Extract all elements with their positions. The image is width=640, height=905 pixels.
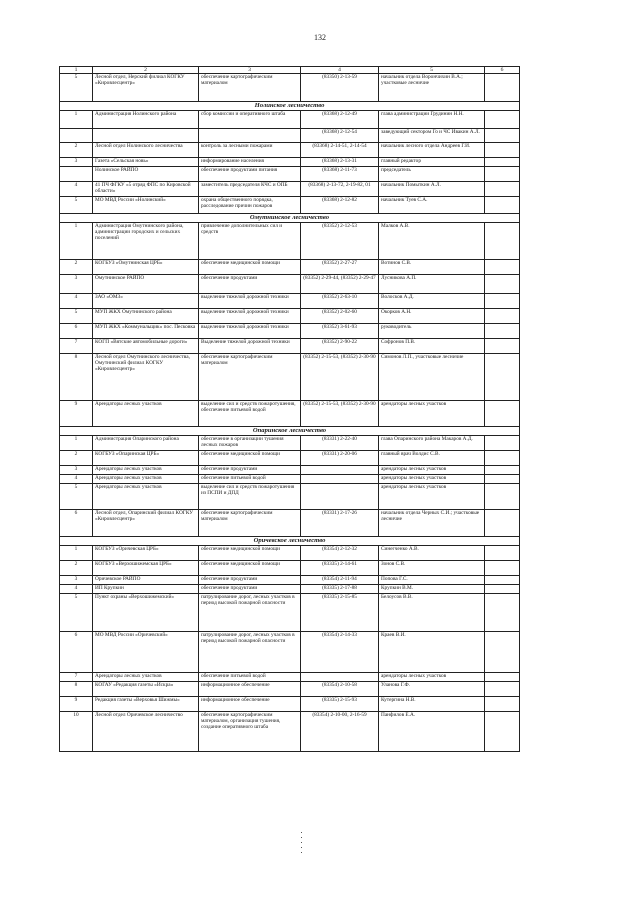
note-cell xyxy=(485,561,520,576)
note-cell xyxy=(485,324,520,339)
header-cell: 4 xyxy=(301,67,379,74)
contact-person-cell: Крупкин В.М. xyxy=(379,585,485,594)
function-cell: выделение сил и средств пожаротушения, обеспечение питьевой водой xyxy=(199,401,301,427)
row-number-cell: 2 xyxy=(60,143,93,158)
organization-cell: Лесной отдел Оричевское лесничество xyxy=(93,712,199,752)
phone-cell: (83354) 2-10-58 xyxy=(301,682,379,697)
note-cell xyxy=(485,275,520,294)
section-title: Опаринское лесничество xyxy=(60,427,520,436)
organization-cell xyxy=(93,129,199,143)
note-cell xyxy=(485,223,520,260)
row-number-cell: 5 xyxy=(60,594,93,632)
phone-cell: (83352) 3-61-93 xyxy=(301,324,379,339)
section-header-row xyxy=(60,214,520,223)
contact-person-cell: Попова Г.С. xyxy=(379,576,485,585)
row-number-cell: 3 xyxy=(60,158,93,167)
phone-cell: (83352) 2-15-53, (83352) 2-30-90 xyxy=(301,401,379,427)
function-cell: обеспечение продуктами питания xyxy=(199,167,301,182)
contact-person-cell: Кутергина Н.В. xyxy=(379,697,485,712)
contact-person-cell: глава администрации Грудинин Н.Н. xyxy=(379,111,485,129)
scan-artifact xyxy=(300,832,304,860)
function-cell: патрулирование дорог, лесных участков в период высокой пожарной опасности xyxy=(199,632,301,673)
table-row xyxy=(60,475,520,484)
row-number-cell: 6 xyxy=(60,632,93,673)
organization-cell: Газета «Сельская новь» xyxy=(93,158,199,167)
organization-cell: КОГП «Вятские автомобильные дороги» xyxy=(93,339,199,354)
function-cell: охрана общественного порядка, расследование причин пожаров xyxy=(199,197,301,214)
contact-person-cell: Окорков А.Н. xyxy=(379,309,485,324)
function-cell: обеспечение медицинской помощи xyxy=(199,561,301,576)
organization-cell: Администрация Нолинского района xyxy=(93,111,199,129)
phone-cell: (83368) 2-11-73 xyxy=(301,167,379,182)
table-row xyxy=(60,197,520,214)
table-row xyxy=(60,436,520,451)
function-cell: обеспечение питьевой водой xyxy=(199,673,301,682)
function-cell: контроль за лесными пожарами xyxy=(199,143,301,158)
row-number-cell: 3 xyxy=(60,576,93,585)
note-cell xyxy=(485,436,520,451)
phone-cell: (83335) 2-15-93 xyxy=(301,697,379,712)
phone-cell: (83350) 2-13-59 xyxy=(301,74,379,102)
table-row xyxy=(60,275,520,294)
phone-cell: (83352) 2-29-44, (83352) 2-29-47 xyxy=(301,275,379,294)
section-header-row xyxy=(60,102,520,111)
phone-cell: (83335) 2-15-85 xyxy=(301,594,379,632)
contact-person-cell: Лусникова А.П. xyxy=(379,275,485,294)
note-cell xyxy=(485,466,520,475)
note-cell xyxy=(485,74,520,102)
table-body xyxy=(60,67,520,752)
note-cell xyxy=(485,576,520,585)
table-row xyxy=(60,712,520,752)
note-cell xyxy=(485,354,520,401)
note-cell xyxy=(485,673,520,682)
contact-person-cell: начальник Туев С.А. xyxy=(379,197,485,214)
note-cell xyxy=(485,401,520,427)
organization-cell: Администрация Омутнинского района, администрации городских и сельских поселений xyxy=(93,223,199,260)
function-cell: обеспечение питьевой водой xyxy=(199,475,301,484)
function-cell: обеспечение медицинской помощи xyxy=(199,451,301,466)
organization-cell: КОГБУЗ «Опаринская ЦРБ» xyxy=(93,451,199,466)
row-number-cell: 2 xyxy=(60,451,93,466)
function-cell: обеспечение медицинской помощи xyxy=(199,546,301,561)
organization-cell: ИП Крупкин xyxy=(93,585,199,594)
organization-cell: Арендаторы лесных участков xyxy=(93,475,199,484)
header-cell: 3 xyxy=(199,67,301,74)
function-cell: обеспечение продуктами xyxy=(199,585,301,594)
phone-cell: (83352) 2-90-22 xyxy=(301,339,379,354)
note-cell xyxy=(485,484,520,510)
function-cell: выделение тяжелой дорожной техники xyxy=(199,294,301,309)
phone-cell: (83354) 2-10-00, 2-16-59 xyxy=(301,712,379,752)
organization-cell: КОГБУЗ «Верхошижемская ЦРБ» xyxy=(93,561,199,576)
function-cell: обеспечение продуктами xyxy=(199,275,301,294)
row-number-cell: 5 xyxy=(60,197,93,214)
phone-cell: (83354) 2-11-94 xyxy=(301,576,379,585)
organization-cell: Арендаторы лесных участков xyxy=(93,466,199,475)
phone-cell xyxy=(301,484,379,510)
function-cell: патрулирование дорог, лесных участков в период высокой пожарной опасности xyxy=(199,594,301,632)
row-number-cell: 5 xyxy=(60,309,93,324)
phone-cell: (83352) 2-15-53, (83352) 2-30-90 xyxy=(301,354,379,401)
table-row xyxy=(60,466,520,475)
organization-cell: Оричевское РАЙПО xyxy=(93,576,199,585)
contact-person-cell: Симонов Л.П., участковые лесничие xyxy=(379,354,485,401)
table-row xyxy=(60,632,520,673)
organization-cell: КОГБУЗ «Омутнинская ЦРБ» xyxy=(93,260,199,275)
function-cell: выделение тяжелой дорожной техники xyxy=(199,309,301,324)
phone-cell: (83368) 2-13-72, 2-19-82, 01 xyxy=(301,182,379,197)
table-row xyxy=(60,546,520,561)
table-row xyxy=(60,167,520,182)
phone-cell: (83368) 2-12-54 xyxy=(301,129,379,143)
row-number-cell: 1 xyxy=(60,436,93,451)
note-cell xyxy=(485,585,520,594)
row-number-cell: 8 xyxy=(60,682,93,697)
table-row xyxy=(60,339,520,354)
row-number-cell: 1 xyxy=(60,111,93,129)
organization-cell: Лесной отдел Нолинского лесничества xyxy=(93,143,199,158)
note-cell xyxy=(485,129,520,143)
function-cell: сбор комиссии и оперативного штаба xyxy=(199,111,301,129)
table-row xyxy=(60,697,520,712)
organization-cell: 41 ПЧ ФГКУ «5 отряд ФПС по Кировской области» xyxy=(93,182,199,197)
table-row xyxy=(60,576,520,585)
table-row xyxy=(60,143,520,158)
row-number-cell: 3 xyxy=(60,275,93,294)
phone-cell: (83354) 2-12-32 xyxy=(301,546,379,561)
phone-cell xyxy=(301,466,379,475)
function-cell: обеспечение продуктами xyxy=(199,466,301,475)
contact-person-cell: арендаторы лесных участков xyxy=(379,401,485,427)
row-number-cell: 8 xyxy=(60,354,93,401)
note-cell xyxy=(485,594,520,632)
note-cell xyxy=(485,197,520,214)
organization-cell: КОГБУЗ «Оричевская ЦРБ» xyxy=(93,546,199,561)
phone-cell: (83352) 2-12-53 xyxy=(301,223,379,260)
section-title: Оричевское лесничество xyxy=(60,537,520,546)
note-cell xyxy=(485,451,520,466)
row-number-cell: 9 xyxy=(60,697,93,712)
contact-person-cell: руководитель xyxy=(379,324,485,339)
function-cell: привлечение дополнительных сил и средств xyxy=(199,223,301,260)
table-row xyxy=(60,182,520,197)
organization-cell: ЗАО «ОМЗ» xyxy=(93,294,199,309)
note-cell xyxy=(485,510,520,537)
row-number-cell: 6 xyxy=(60,324,93,339)
function-cell: информационное обеспечение xyxy=(199,682,301,697)
row-number-cell xyxy=(60,167,93,182)
contact-person-cell: Зонов С.В. xyxy=(379,561,485,576)
section-title: Нолинское лесничество xyxy=(60,102,520,111)
header-cell: 5 xyxy=(379,67,485,74)
row-number-cell: 7 xyxy=(60,673,93,682)
table-row xyxy=(60,561,520,576)
note-cell xyxy=(485,111,520,129)
table-row xyxy=(60,682,520,697)
contact-person-cell: Синегченко А.В. xyxy=(379,546,485,561)
note-cell xyxy=(485,158,520,167)
function-cell: обеспечение картографическим материалом xyxy=(199,354,301,401)
table-row xyxy=(60,451,520,466)
contact-person-cell: главный редактор xyxy=(379,158,485,167)
table-row xyxy=(60,594,520,632)
row-number-cell: 1 xyxy=(60,546,93,561)
phone-cell: (83352) 2-63-10 xyxy=(301,294,379,309)
phone-cell xyxy=(301,475,379,484)
contact-person-cell: Малков А.В. xyxy=(379,223,485,260)
note-cell xyxy=(485,682,520,697)
contact-person-cell: Уланова Г.Ф. xyxy=(379,682,485,697)
organization-cell: Арендаторы лесных участков xyxy=(93,484,199,510)
function-cell: заместитель председателя КЧС и ОПБ xyxy=(199,182,301,197)
section-title: Омутнинское лесничество xyxy=(60,214,520,223)
contact-person-cell: глава Опаринского района Макаров А.Д. xyxy=(379,436,485,451)
table-row xyxy=(60,111,520,129)
row-number-cell: 4 xyxy=(60,475,93,484)
function-cell: Выделение тяжелой дорожной техники xyxy=(199,339,301,354)
phone-cell: (83331) 2-20-06 xyxy=(301,451,379,466)
phone-cell: (83352) 2-27-27 xyxy=(301,260,379,275)
section-header-row xyxy=(60,427,520,436)
contact-person-cell: начальник лесного отдела Андреев Г.И. xyxy=(379,143,485,158)
row-number-cell: 4 xyxy=(60,294,93,309)
phone-cell: (83368) 2-12-82 xyxy=(301,197,379,214)
note-cell xyxy=(485,143,520,158)
contact-person-cell: Софронов П.В. xyxy=(379,339,485,354)
contact-person-cell: Волосков А.Д. xyxy=(379,294,485,309)
function-cell xyxy=(199,129,301,143)
row-number-cell: 5 xyxy=(60,484,93,510)
table-row xyxy=(60,158,520,167)
contact-person-cell: арендаторы лесных участков xyxy=(379,673,485,682)
table-row xyxy=(60,309,520,324)
note-cell xyxy=(485,632,520,673)
organization-cell: Нолинское РАЙПО xyxy=(93,167,199,182)
phone-cell xyxy=(301,673,379,682)
row-number-cell: 7 xyxy=(60,339,93,354)
header-cell: 2 xyxy=(93,67,199,74)
table-row xyxy=(60,223,520,260)
table-row xyxy=(60,673,520,682)
row-number-cell: 1 xyxy=(60,223,93,260)
organization-cell: Лесной отдел, Нерский филиал КОГКУ «Кировлесцентр» xyxy=(93,74,199,102)
header-row xyxy=(60,67,520,74)
organization-cell: Арендаторы лесных участков xyxy=(93,673,199,682)
function-cell: обеспечение картографическим материалом xyxy=(199,74,301,102)
organization-cell: МУП ЖКХ Омутнинского района xyxy=(93,309,199,324)
section-header-row xyxy=(60,537,520,546)
table-row xyxy=(60,510,520,537)
phone-cell: (83335) 2-17-88 xyxy=(301,585,379,594)
phone-cell: (83331) 2-17-26 xyxy=(301,510,379,537)
note-cell xyxy=(485,309,520,324)
row-number-cell: 5 xyxy=(60,74,93,102)
table-row xyxy=(60,585,520,594)
organization-cell: МО МВД России «Оричевский» xyxy=(93,632,199,673)
table-row xyxy=(60,260,520,275)
organization-cell: Пункт охраны «Верхошижемский» xyxy=(93,594,199,632)
row-number-cell: 6 xyxy=(60,510,93,537)
contact-person-cell: начальник Помыткин А.Л. xyxy=(379,182,485,197)
row-number-cell: 2 xyxy=(60,260,93,275)
phone-cell: (83335) 2-14-61 xyxy=(301,561,379,576)
organization-cell: Лесной отдел Омутнинского лесничества, Омутнинский филиал КОГКУ «Кировлесцентр» xyxy=(93,354,199,401)
row-number-cell: 9 xyxy=(60,401,93,427)
contact-person-cell: председатель xyxy=(379,167,485,182)
function-cell: обеспечение картографическим материалом xyxy=(199,510,301,537)
contact-person-cell: Белоусов В.В. xyxy=(379,594,485,632)
function-cell: информирование населения xyxy=(199,158,301,167)
page-number: 132 xyxy=(314,33,326,42)
contact-person-cell: Панфилов Е.А. xyxy=(379,712,485,752)
organization-cell: Омутнинское РАЙПО xyxy=(93,275,199,294)
organization-cell: Администрация Опаринского района xyxy=(93,436,199,451)
function-cell: обеспечение в организации тушения лесных пожаров xyxy=(199,436,301,451)
function-cell: выделение тяжелой дорожной техники xyxy=(199,324,301,339)
function-cell: выделение сил и средств пожаротушения из ПСПИ и ДПД xyxy=(199,484,301,510)
phone-cell: (83354) 2-14-33 xyxy=(301,632,379,673)
organization-cell: КОГАУ «Редакция газеты «Искра» xyxy=(93,682,199,697)
phone-cell: (83368) 2-14-51, 2-14-54 xyxy=(301,143,379,158)
phone-cell: (83352) 2-02-60 xyxy=(301,309,379,324)
table-row xyxy=(60,74,520,102)
phone-cell: (83368) 2-12-49 xyxy=(301,111,379,129)
note-cell xyxy=(485,712,520,752)
row-number-cell: 2 xyxy=(60,561,93,576)
row-number-cell: 10 xyxy=(60,712,93,752)
note-cell xyxy=(485,260,520,275)
function-cell: обеспечение картографическим материалом, организация тушения, создание оперативного штаба xyxy=(199,712,301,752)
contact-person-cell: заведующий сектором Го и ЧС Ивакин А.Л. xyxy=(379,129,485,143)
contacts-table xyxy=(59,66,520,752)
table-row xyxy=(60,324,520,339)
organization-cell: Редакция газеты «Верховья Шижмы» xyxy=(93,697,199,712)
phone-cell: (83368) 2-13-31 xyxy=(301,158,379,167)
contact-person-cell: Краев В.И. xyxy=(379,632,485,673)
organization-cell: Арендаторы лесных участков xyxy=(93,401,199,427)
contact-person-cell: главный врач Волдис С.В. xyxy=(379,451,485,466)
row-number-cell: 3 xyxy=(60,466,93,475)
header-cell: 1 xyxy=(60,67,93,74)
row-number-cell xyxy=(60,129,93,143)
contact-person-cell: начальник отдела Черных С.И.; участковые лесничие xyxy=(379,510,485,537)
table-row xyxy=(60,294,520,309)
organization-cell: МУП ЖКХ «Коммунальщик» пос. Песковка xyxy=(93,324,199,339)
table-row xyxy=(60,401,520,427)
function-cell: обеспечение медицинской помощи xyxy=(199,260,301,275)
table-row xyxy=(60,484,520,510)
contact-person-cell: начальник отдела Ворончихин В.А.; участковые лесничие xyxy=(379,74,485,102)
header-cell: 6 xyxy=(485,67,520,74)
note-cell xyxy=(485,475,520,484)
row-number-cell: 4 xyxy=(60,585,93,594)
phone-cell: (83331) 2-22-40 xyxy=(301,436,379,451)
note-cell xyxy=(485,294,520,309)
organization-cell: МО МВД России «Нолинский» xyxy=(93,197,199,214)
function-cell: информационное обеспечение xyxy=(199,697,301,712)
table-row xyxy=(60,354,520,401)
function-cell: обеспечение продуктами xyxy=(199,576,301,585)
note-cell xyxy=(485,182,520,197)
note-cell xyxy=(485,546,520,561)
contact-person-cell: арендаторы лесных участков xyxy=(379,466,485,475)
organization-cell: Лесной отдел, Опаринский филиал КОГКУ «Кировлесцентр» xyxy=(93,510,199,537)
table-row xyxy=(60,129,520,143)
note-cell xyxy=(485,339,520,354)
row-number-cell: 4 xyxy=(60,182,93,197)
note-cell xyxy=(485,697,520,712)
contact-person-cell: арендаторы лесных участков xyxy=(379,484,485,510)
contact-person-cell: Вотинов С.В. xyxy=(379,260,485,275)
note-cell xyxy=(485,167,520,182)
contact-person-cell: арендаторы лесных участков xyxy=(379,475,485,484)
